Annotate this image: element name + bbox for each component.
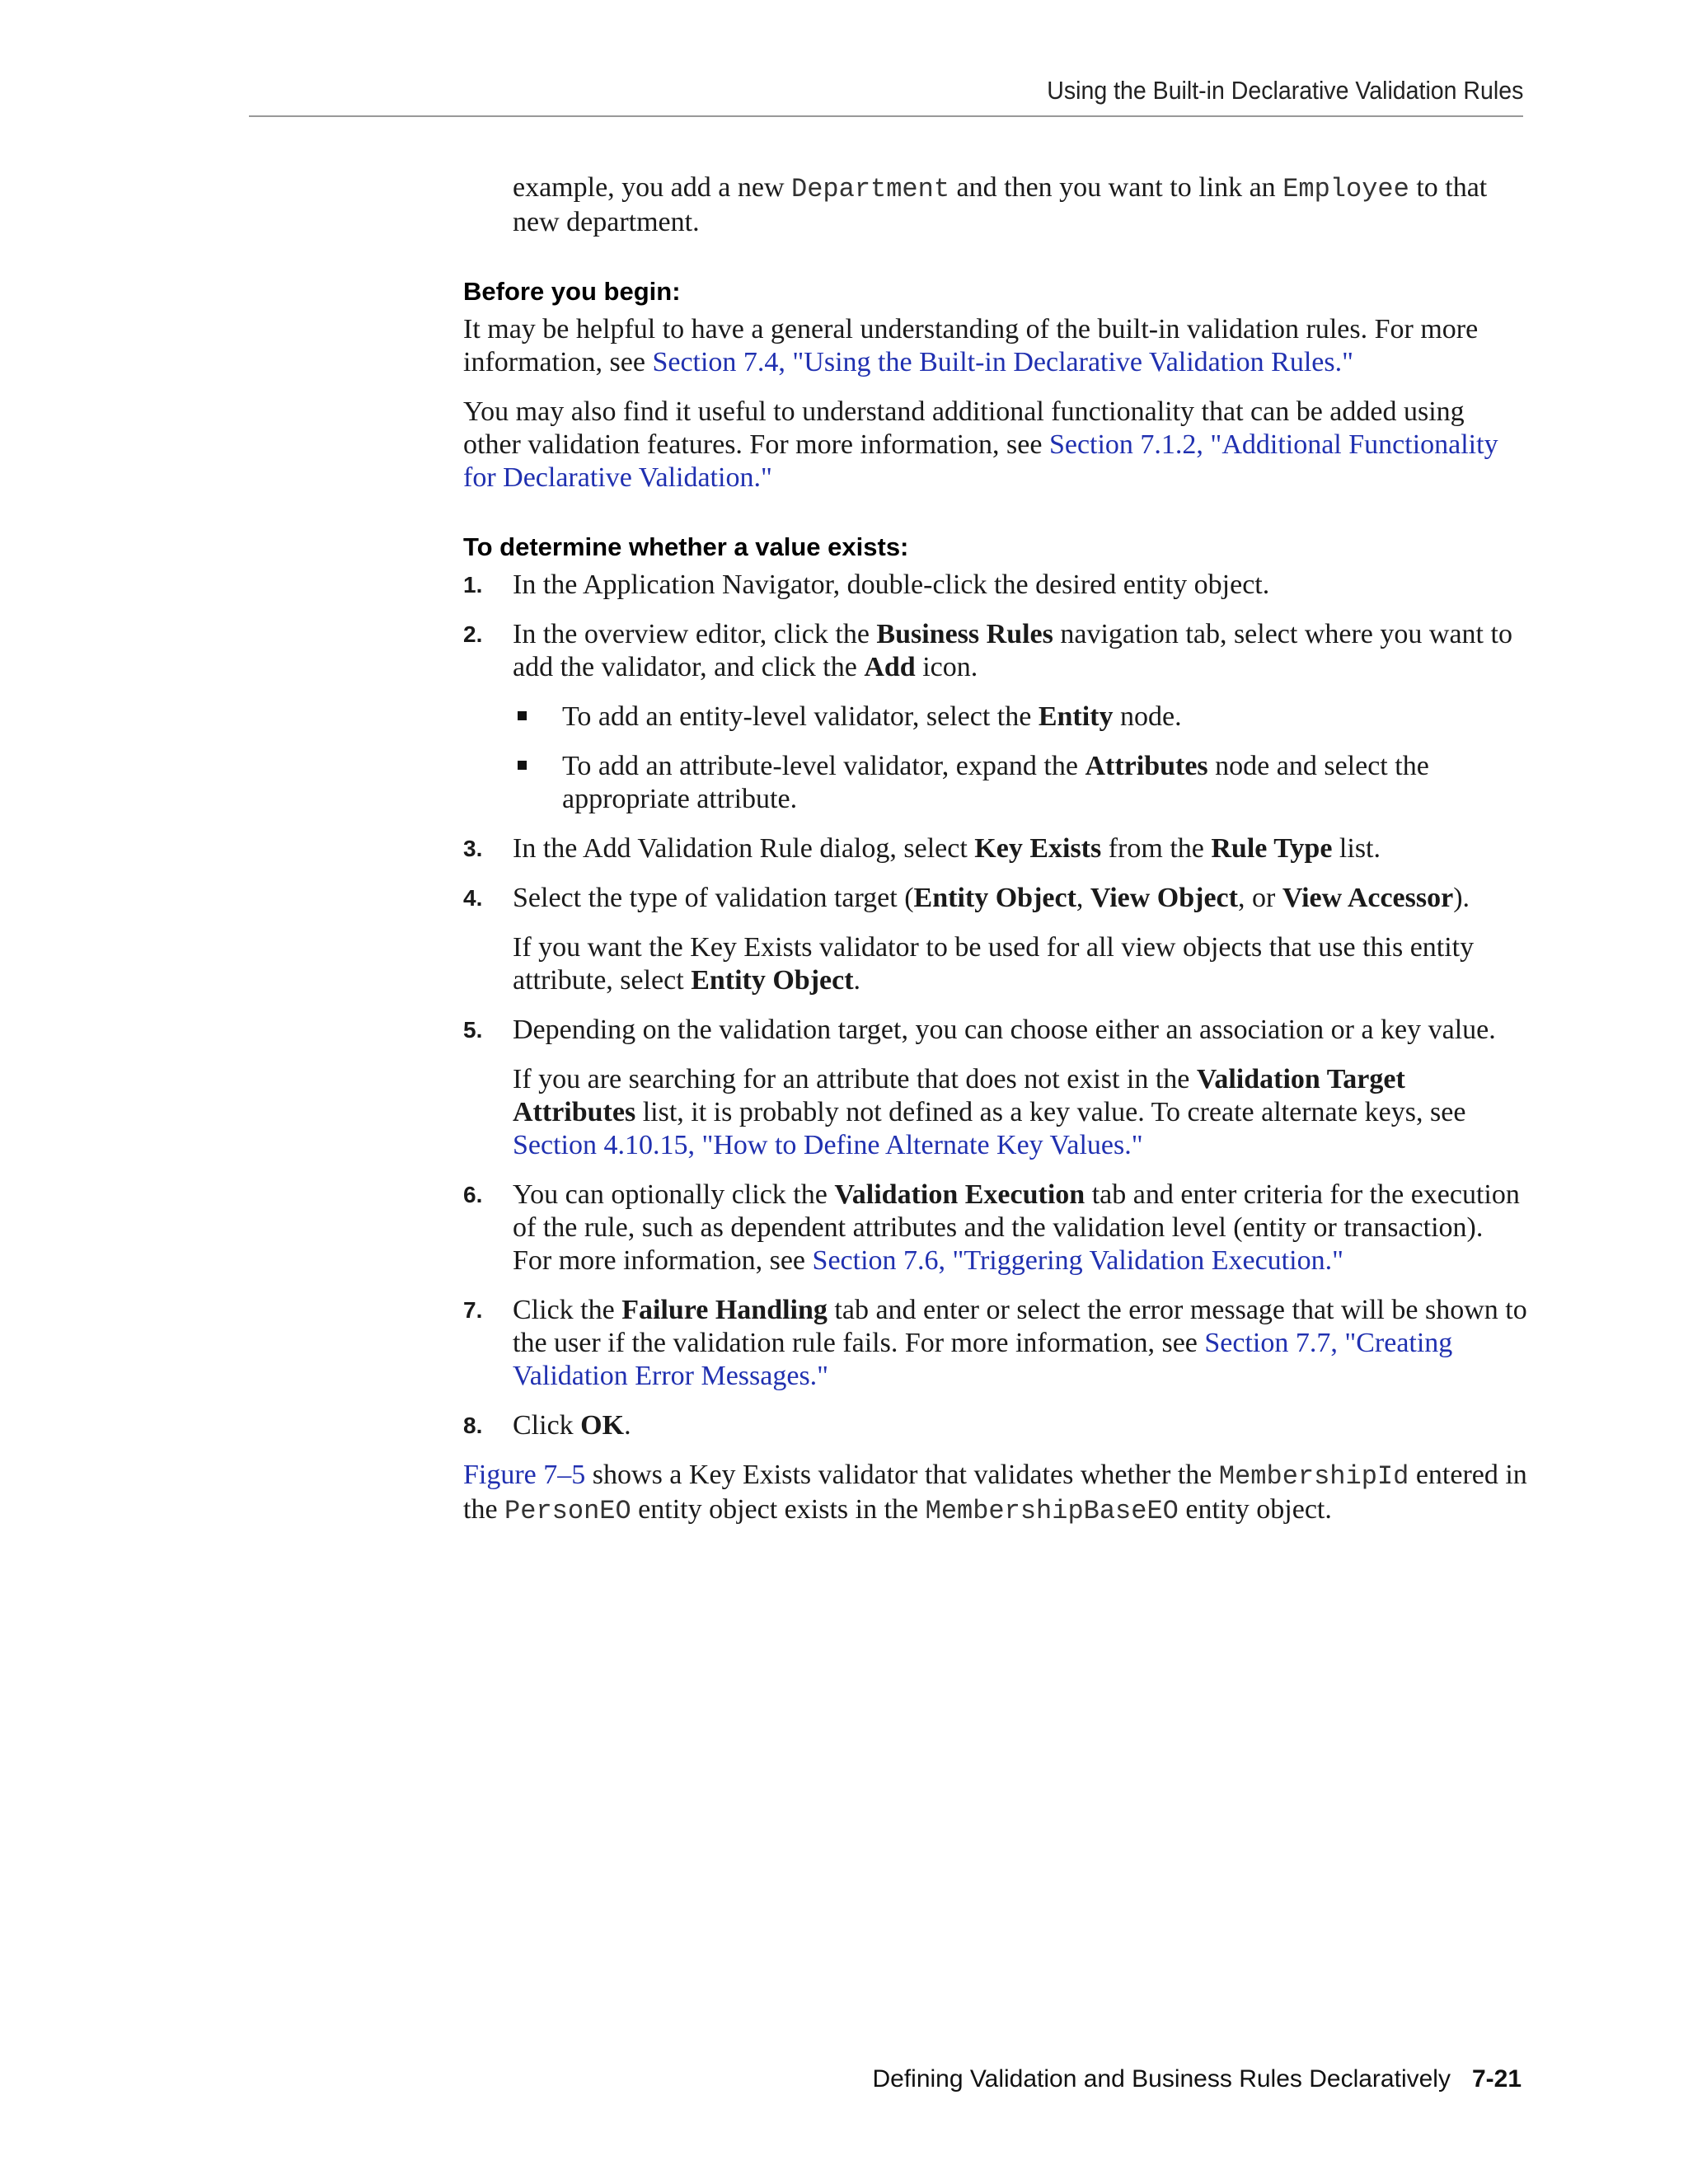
step-6 bbox=[463, 1179, 1528, 1277]
text: entity object exists in the bbox=[631, 1494, 926, 1525]
step-number: 5. bbox=[463, 1017, 483, 1043]
square-bullet-icon bbox=[518, 711, 527, 720]
text: icon. bbox=[915, 652, 978, 682]
step-number: 2. bbox=[463, 621, 483, 647]
step-5-note bbox=[513, 1063, 1528, 1162]
step-text bbox=[513, 618, 1528, 684]
code-personeo: PersonEO bbox=[504, 1496, 631, 1526]
running-header: Using the Built-in Declarative Validation Rules bbox=[1046, 76, 1523, 105]
step-5 bbox=[463, 1014, 1528, 1162]
text: Click bbox=[513, 1410, 581, 1441]
text: node. bbox=[1113, 701, 1182, 732]
step-8 bbox=[463, 1409, 1528, 1442]
figure-7-5-link[interactable]: Figure 7–5 bbox=[463, 1460, 586, 1490]
text: . bbox=[624, 1410, 631, 1441]
bullet-item bbox=[513, 701, 1528, 733]
step-3 bbox=[463, 832, 1528, 865]
text: Click the bbox=[513, 1295, 622, 1325]
ui-term: Entity bbox=[1038, 701, 1114, 732]
text: ). bbox=[1453, 883, 1470, 913]
text: . bbox=[853, 965, 861, 996]
text: You can optionally click the bbox=[513, 1179, 835, 1210]
text: It may be helpful to have a general understanding of the built-in validation rules. For more information, see bbox=[463, 314, 1479, 377]
text: entity object. bbox=[1178, 1494, 1332, 1525]
footer-title: Defining Validation and Business Rules Declaratively bbox=[872, 2065, 1451, 2093]
text: example, you add a new bbox=[513, 172, 791, 203]
section-7-4-link[interactable]: Section 7.4, "Using the Built-in Declarative Validation Rules." bbox=[652, 347, 1353, 377]
ui-term: Failure Handling bbox=[621, 1295, 828, 1325]
step-text: In the Application Navigator, double-click the desired entity object. bbox=[513, 569, 1270, 600]
procedure-heading: To determine whether a value exists: bbox=[463, 532, 909, 561]
page-number: 7-21 bbox=[1471, 2065, 1522, 2093]
before-you-begin-heading: Before you begin: bbox=[463, 277, 681, 306]
text: entered in the bbox=[463, 1460, 1527, 1525]
code-employee: Employee bbox=[1282, 174, 1409, 204]
step-number: 7. bbox=[463, 1297, 483, 1323]
code-membershipid: MembershipId bbox=[1218, 1461, 1409, 1492]
code-membershipbaseeo: MembershipBaseEO bbox=[925, 1496, 1179, 1526]
text: To add an entity-level validator, select the bbox=[562, 701, 1039, 732]
step-2 bbox=[463, 618, 1528, 816]
section-7-6-link[interactable]: Section 7.6, "Triggering Validation Execution." bbox=[812, 1245, 1343, 1276]
step-1 bbox=[463, 569, 1528, 602]
step-text bbox=[513, 882, 1528, 915]
code-department: Department bbox=[791, 174, 950, 204]
step-4 bbox=[463, 882, 1528, 997]
text: tab and enter or select the error message that will be shown to the user if the validation rule fails. For more information, see bbox=[513, 1295, 1527, 1358]
text: , or bbox=[1237, 883, 1282, 913]
step-2-bullets bbox=[513, 701, 1528, 816]
step-text bbox=[513, 1409, 1528, 1442]
closing-paragraph bbox=[463, 1459, 1528, 1528]
intro-paragraph bbox=[463, 171, 1528, 239]
ui-term: Validation Target Attributes bbox=[513, 1064, 1405, 1127]
text: , bbox=[1076, 883, 1090, 913]
running-footer bbox=[872, 2065, 1522, 2093]
text: Select the type of validation target ( bbox=[513, 883, 914, 913]
before-paragraph-2 bbox=[463, 396, 1528, 494]
text: shows a Key Exists validator that validates whether the bbox=[585, 1460, 1219, 1490]
ui-term: Entity Object bbox=[913, 883, 1076, 913]
text: In the Add Validation Rule dialog, select bbox=[513, 833, 975, 864]
text: navigation tab, select where you want to add the validator, and click the bbox=[513, 619, 1512, 682]
step-text bbox=[513, 1179, 1528, 1277]
ui-term: Add bbox=[864, 652, 916, 682]
text: To add an attribute-level validator, expand the bbox=[562, 751, 1085, 781]
page-body bbox=[463, 171, 1528, 1544]
ui-term: View Accessor bbox=[1282, 883, 1454, 913]
section-4-10-15-link[interactable]: Section 4.10.15, "How to Define Alternate Key Values." bbox=[513, 1130, 1143, 1160]
square-bullet-icon bbox=[518, 761, 527, 770]
text: You may also find it useful to understand additional functionality that can be added using other validation features. For more information, see bbox=[463, 396, 1465, 460]
text: In the overview editor, click the bbox=[513, 619, 877, 649]
header-divider bbox=[249, 115, 1523, 117]
text: list, it is probably not defined as a key value. To create alternate keys, see bbox=[635, 1097, 1466, 1127]
ui-term: Validation Execution bbox=[834, 1179, 1085, 1210]
section-7-7-link[interactable]: Section 7.7, "Creating Validation Error Messages." bbox=[513, 1328, 1453, 1391]
step-text bbox=[513, 1294, 1528, 1393]
procedure-steps bbox=[463, 569, 1528, 1442]
text: to that new department. bbox=[513, 172, 1488, 237]
ui-term: OK bbox=[580, 1410, 625, 1441]
text: tab and enter criteria for the execution of the rule, such as dependent attributes and the validation level (entity or transaction). For more information, see bbox=[513, 1179, 1520, 1276]
text: from the bbox=[1101, 833, 1212, 864]
text: node and select the appropriate attribute. bbox=[562, 751, 1429, 814]
step-number: 8. bbox=[463, 1413, 483, 1438]
before-paragraph-1 bbox=[463, 313, 1528, 379]
text: list. bbox=[1332, 833, 1381, 864]
step-number: 3. bbox=[463, 836, 483, 861]
step-number: 4. bbox=[463, 885, 483, 911]
section-7-1-2-link[interactable]: Section 7.1.2, "Additional Functionality for Declarative Validation." bbox=[463, 429, 1498, 493]
ui-term: Entity Object bbox=[691, 965, 854, 996]
ui-term: View Object bbox=[1090, 883, 1238, 913]
step-4-note bbox=[513, 931, 1528, 997]
step-text bbox=[513, 832, 1528, 865]
ui-term: Business Rules bbox=[876, 619, 1053, 649]
step-7 bbox=[463, 1294, 1528, 1393]
text: and then you want to link an bbox=[950, 172, 1283, 203]
step-text: Depending on the validation target, you can choose either an association or a key value. bbox=[513, 1015, 1496, 1045]
step-number: 6. bbox=[463, 1182, 483, 1207]
ui-term: Key Exists bbox=[974, 833, 1102, 864]
ui-term: Attributes bbox=[1085, 751, 1208, 781]
text: If you are searching for an attribute that does not exist in the bbox=[513, 1064, 1197, 1094]
step-number: 1. bbox=[463, 572, 483, 598]
ui-term: Rule Type bbox=[1211, 833, 1333, 864]
text: If you want the Key Exists validator to be used for all view objects that use this entity attribute, select bbox=[513, 932, 1475, 996]
bullet-item bbox=[513, 750, 1528, 816]
